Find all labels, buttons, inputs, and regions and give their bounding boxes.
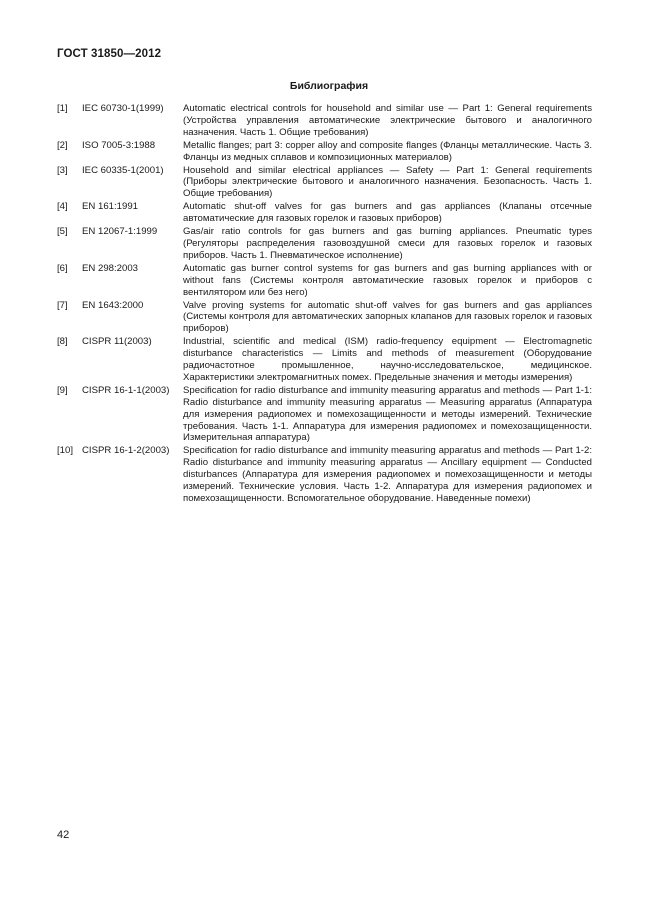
entry-title: Gas/air ratio controls for gas burners and gas burning appliances. Pneumatic types (Регуляторы распределения газовоздушной смеси для газовых горелок и газовых приборов. Часть 1. Пневматическое исполнение) bbox=[183, 226, 592, 261]
bibliography-entry bbox=[57, 201, 592, 225]
entry-title: Automatic electrical controls for household and similar use — Part 1: General requirements (Устройства управления автоматические электрические бытового и аналогичного назначения. Часть 1. Общие требования) bbox=[183, 103, 592, 138]
entry-title: Metallic flanges; part 3: copper alloy and composite flanges (Фланцы металлические. Часть 3. Фланцы из медных сплавов и композиционных материалов) bbox=[183, 139, 592, 163]
entry-title: Specification for radio disturbance and immunity measuring apparatus and methods — Part 1-2: Radio disturbance and immunity measuring apparatus — Ancillary equipment — Conducted disturbances (Аппаратура для измерения радиопомех и помехозащищенности и методы измерений. Технические условия. Часть 1-2. Аппаратура для измерения радиопомех и помехозащищенности. Вспомогательное оборудование. Наведенные помехи) bbox=[183, 445, 592, 504]
section-title bbox=[0, 80, 646, 92]
bibliography-entry bbox=[57, 263, 592, 299]
entry-standard: IEC 60335-1(2001) bbox=[82, 164, 164, 176]
entry-standard: EN 1643:2000 bbox=[82, 299, 144, 311]
bibliography-list bbox=[57, 103, 592, 506]
bibliography-entry bbox=[57, 385, 592, 445]
bibliography-entry bbox=[57, 300, 592, 336]
bibliography-entry bbox=[57, 445, 592, 505]
entry-standard: CISPR 11(2003) bbox=[82, 336, 152, 348]
bibliography-entry bbox=[57, 140, 592, 164]
entry-standard: CISPR 16-1-1(2003) bbox=[82, 384, 170, 396]
entry-number: [8] bbox=[57, 336, 68, 348]
bibliography-entry bbox=[57, 336, 592, 384]
entry-standard: CISPR 16-1-2(2003) bbox=[82, 445, 170, 457]
bibliography-entry bbox=[57, 226, 592, 262]
entry-title: Specification for radio disturbance and immunity measuring apparatus and methods — Part 1-1: Radio disturbance and immunity measuring apparatus — Measuring apparatus (Аппаратура для измерения радиопомех и помехозащищенности и методы измерений. Технические требования. Часть 1-1. Аппаратура для измерения радиопомех и помехозащищенности. Измерительная аппаратура) bbox=[183, 384, 592, 444]
entry-number: [7] bbox=[57, 299, 68, 311]
section-title-text: Библиография bbox=[289, 80, 369, 92]
entry-title: Automatic shut-off valves for gas burners and gas appliances (Клапаны отсечные автоматические для газовых горелок и газовых приборов) bbox=[183, 201, 592, 225]
entry-standard: EN 298:2003 bbox=[82, 262, 139, 274]
entry-title: Household and similar electrical appliances — Safety — Part 1: General requirements (Приборы электрические бытового и аналогичного назначения. Безопасность. Часть 1. Общие требования) bbox=[183, 164, 592, 200]
entry-number: [6] bbox=[57, 262, 68, 274]
entry-title: Valve proving systems for automatic shut-off valves for gas burners and gas appliances (Системы контроля для автоматических запорных клапанов для газовых горелок и газовых приборов) bbox=[183, 299, 592, 335]
entry-title: Automatic gas burner control systems for gas burners and gas burning appliances with or without fans (Системы контроля автоматические газовых горелок и приборов с вентилятором или без него) bbox=[183, 262, 592, 298]
entry-standard: IEC 60730-1(1999) bbox=[82, 103, 164, 114]
entry-number: [10] bbox=[57, 445, 74, 457]
document-code-header: ГОСТ 31850—2012 bbox=[57, 48, 162, 60]
entry-number: [9] bbox=[57, 384, 68, 396]
entry-number: [4] bbox=[57, 201, 68, 213]
entry-standard: ISO 7005-3:1988 bbox=[82, 139, 156, 151]
page-number: 42 bbox=[57, 829, 70, 841]
entry-title: Industrial, scientific and medical (ISM) radio-frequency equipment — Electromagnetic disturbance characteristics — Limits and methods of measurement (Оборудование радиочастотное промышленное, научно-исследовательское, медицинское. Характеристики электромагнитных помех. Предельные значения и методы измерения) bbox=[183, 336, 592, 383]
entry-standard: EN 12067-1:1999 bbox=[82, 226, 158, 238]
entry-number: [1] bbox=[57, 103, 68, 114]
entry-standard: EN 161:1991 bbox=[82, 201, 139, 213]
bibliography-entry bbox=[57, 165, 592, 201]
entry-number: [2] bbox=[57, 139, 68, 151]
entry-number: [3] bbox=[57, 164, 68, 176]
entry-number: [5] bbox=[57, 226, 68, 238]
bibliography-entry bbox=[57, 103, 592, 139]
